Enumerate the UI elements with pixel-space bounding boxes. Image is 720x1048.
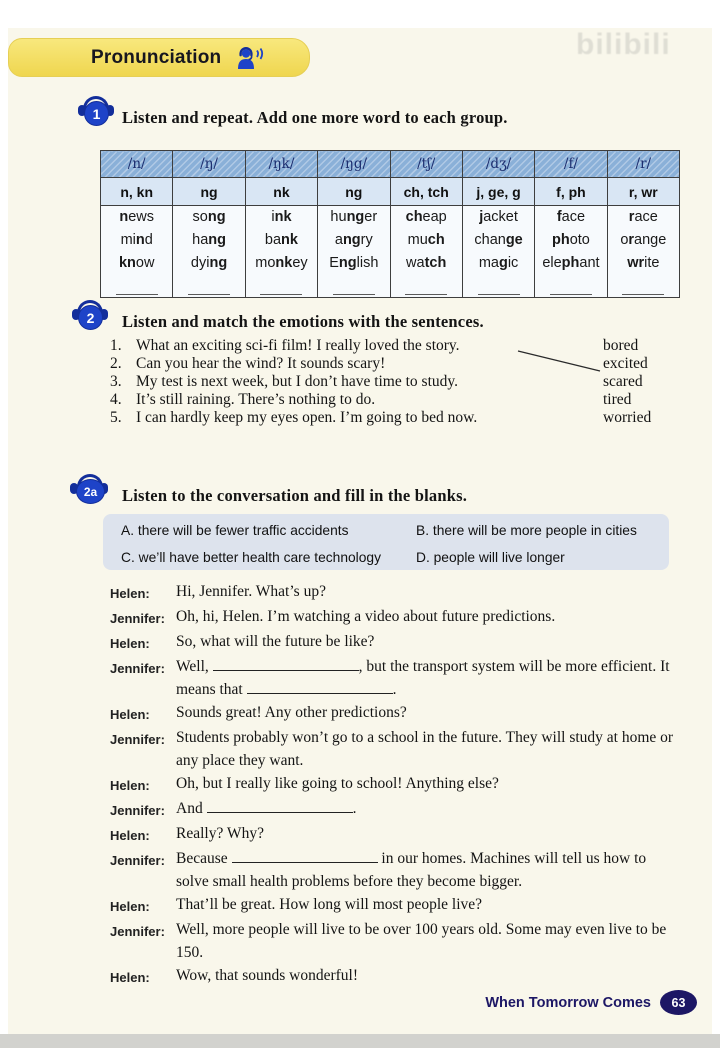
dialogue-text-segment: That’ll be great. How long will most people live? <box>176 896 483 913</box>
word-segment: mi <box>120 232 136 248</box>
word <box>173 252 244 275</box>
sentence-number: 4. <box>110 391 122 408</box>
dialogue-line <box>110 701 682 726</box>
speaker-label: Helen: <box>110 586 150 601</box>
sentence-number: 1. <box>110 337 122 354</box>
dialogue-text <box>176 822 678 847</box>
word-segment: hu <box>330 209 347 225</box>
sentence-text: It’s still raining. There’s nothing to do. <box>136 391 376 408</box>
word-segment: f <box>556 209 562 225</box>
sentence-text: Can you hear the wind? It sounds scary! <box>136 355 386 372</box>
dialogue-line <box>110 847 682 893</box>
answer-option: C. we’ll have better health care technology <box>121 550 381 565</box>
word <box>391 229 462 252</box>
dialogue-line <box>110 655 682 701</box>
word <box>535 252 606 275</box>
word <box>101 229 172 252</box>
dialogue-text-segment: Students probably won’t go to a school in the future. They will study at home or any place they want. <box>176 729 674 769</box>
page-number-badge: 63 <box>660 990 697 1015</box>
sentence-item <box>110 409 590 427</box>
dialogue-text-segment: Really? Why? <box>176 825 264 842</box>
word-group-cell <box>318 206 390 298</box>
sentence-number: 2. <box>110 355 122 372</box>
word-segment: mo <box>255 255 276 271</box>
dialogue-text-segment: And <box>176 800 207 817</box>
bilibili-watermark: bilibili <box>576 28 671 61</box>
exercise-number-badge: 2 <box>78 305 103 330</box>
answer-blank-line[interactable] <box>116 284 158 295</box>
word-segment: kn <box>118 255 136 271</box>
phoneme-header: /tʃ/ <box>390 151 462 178</box>
dialogue-text-segment: . <box>352 800 357 817</box>
dialogue-text-segment: . <box>392 681 397 698</box>
dialogue-text-segment: Sounds great! Any other predictions? <box>176 704 407 721</box>
speaker-label: Jennifer: <box>110 853 165 868</box>
word-segment: r <box>628 232 635 248</box>
speaker-label: Helen: <box>110 970 150 985</box>
exercise-number-badge: 2a <box>76 479 105 504</box>
speaker-label: Jennifer: <box>110 803 165 818</box>
phoneme-header: /n/ <box>101 151 173 178</box>
word <box>535 206 606 229</box>
sentence-number: 5. <box>110 409 122 426</box>
word-segment: nk <box>275 255 293 271</box>
word-segment: ite <box>644 255 660 271</box>
dialogue-line <box>110 580 682 605</box>
exercise2-audio-icon <box>72 300 110 332</box>
word-segment: acket <box>483 209 518 225</box>
dialogue-text <box>176 772 678 797</box>
word-segment: ph <box>561 255 580 271</box>
speaker-label: Helen: <box>110 778 150 793</box>
textbook-page <box>8 28 712 1034</box>
answer-blank-line[interactable] <box>333 284 375 295</box>
dialogue-block <box>110 580 682 989</box>
exercise-number-badge: 1 <box>84 101 109 126</box>
word-segment: d <box>144 232 153 248</box>
word-segment: ng <box>346 209 365 225</box>
word-segment: ng <box>209 255 228 271</box>
word-group-cell <box>101 206 173 298</box>
word <box>173 206 244 229</box>
dialogue-line <box>110 797 682 822</box>
word-segment: so <box>192 209 208 225</box>
dialogue-text <box>176 630 678 655</box>
dialogue-text <box>176 964 678 989</box>
word-segment: eap <box>422 209 447 225</box>
word-segment: n <box>119 209 129 225</box>
word-segment: er <box>364 209 378 225</box>
phoneme-header: /ŋg/ <box>318 151 390 178</box>
word-segment: a <box>334 232 343 248</box>
word-segment: ant <box>579 255 600 271</box>
word-segment: oto <box>569 232 590 248</box>
pronunciation-banner <box>8 38 310 77</box>
word-segment: nk <box>274 209 292 225</box>
word-segment: ey <box>292 255 308 271</box>
word-segment: ph <box>551 232 570 248</box>
dialogue-text-segment: Oh, hi, Helen. I’m watching a video about future predictions. <box>176 608 556 625</box>
dialogue-line <box>110 772 682 797</box>
page-footer <box>485 990 697 1015</box>
speaker-label: Jennifer: <box>110 732 165 747</box>
word <box>246 252 317 275</box>
answer-blank-line[interactable] <box>405 284 447 295</box>
fill-in-blank[interactable] <box>207 799 353 813</box>
dialogue-line <box>110 605 682 630</box>
spelling-header: f, ph <box>535 178 607 206</box>
word-segment: ch <box>427 232 445 248</box>
answer-option: B. there will be more people in cities <box>416 523 637 538</box>
word-segment: chan <box>474 232 506 248</box>
word <box>608 206 679 229</box>
match-line <box>508 343 618 383</box>
phoneme-header: /r/ <box>607 151 679 178</box>
sentence-item <box>110 391 590 409</box>
spelling-header: ng <box>173 178 245 206</box>
word <box>246 229 317 252</box>
word-segment: ic <box>507 255 519 271</box>
dialogue-line <box>110 726 682 772</box>
word-segment: ch <box>405 209 423 225</box>
word-segment: lish <box>356 255 379 271</box>
spelling-header: j, ge, g <box>462 178 534 206</box>
dialogue-text <box>176 580 678 605</box>
word <box>101 252 172 275</box>
dialogue-text-segment: Because <box>176 850 232 867</box>
dialogue-text-segment: Well, <box>176 658 213 675</box>
sentence-text: My test is next week, but I don’t have time to study. <box>136 373 459 390</box>
dialogue-line <box>110 893 682 918</box>
speaker-headset-icon <box>235 46 265 70</box>
speaker-label: Helen: <box>110 828 150 843</box>
word <box>318 206 389 229</box>
dialogue-line <box>110 964 682 989</box>
word <box>535 229 606 252</box>
speaker-label: Helen: <box>110 899 150 914</box>
word-segment: ng <box>338 255 357 271</box>
word-segment: ha <box>192 232 209 248</box>
dialogue-line <box>110 822 682 847</box>
word-segment: r <box>628 209 635 225</box>
word <box>318 229 389 252</box>
dialogue-text <box>176 893 678 918</box>
emotion-option[interactable]: worried <box>603 409 652 426</box>
word <box>318 252 389 275</box>
dialogue-text <box>176 847 678 893</box>
answer-blank-line[interactable] <box>478 284 520 295</box>
word-segment: dyi <box>190 255 210 271</box>
dialogue-text <box>176 655 678 701</box>
answer-blank-line[interactable] <box>550 284 592 295</box>
word-group-cell <box>462 206 534 298</box>
dialogue-text <box>176 701 678 726</box>
section-title: Pronunciation <box>91 46 222 68</box>
speaker-label: Jennifer: <box>110 924 165 939</box>
exercise2a-instruction: Listen to the conversation and fill in the blanks. <box>122 486 468 505</box>
word <box>608 252 679 275</box>
word-segment: ng <box>342 232 361 248</box>
emotion-option[interactable]: scared <box>603 373 643 390</box>
phoneme-header-row <box>101 151 680 178</box>
word-segment: ange <box>634 232 667 248</box>
word <box>608 229 679 252</box>
dialogue-text-segment: in our homes. Machines will tell us how to solve small health problems before they become bigger. <box>176 850 647 890</box>
word <box>391 252 462 275</box>
word-segment: o <box>620 232 629 248</box>
word <box>463 229 534 252</box>
speaker-label: Helen: <box>110 636 150 651</box>
exercise2a-audio-icon <box>70 474 108 506</box>
word <box>391 206 462 229</box>
word <box>463 206 534 229</box>
pronunciation-table <box>100 150 680 298</box>
speaker-label: Jennifer: <box>110 611 165 626</box>
exercise1-instruction: Listen and repeat. Add one more word to each group. <box>122 108 508 127</box>
word-segment: ng <box>208 232 226 248</box>
unit-title: When Tomorrow Comes <box>485 994 651 1011</box>
word-segment: ng <box>207 209 226 225</box>
dialogue-text-segment: , but the transport system will be more efficient. It means that <box>176 658 670 698</box>
word-segment: i <box>271 209 275 225</box>
word-segment: n <box>135 232 145 248</box>
word-segment: ace <box>634 209 658 225</box>
exercise2-instruction: Listen and match the emotions with the sentences. <box>122 312 484 331</box>
speaker-label: Jennifer: <box>110 661 165 676</box>
emotion-option[interactable]: excited <box>603 355 648 372</box>
word-segment: mu <box>407 232 428 248</box>
word-segment: ace <box>561 209 586 225</box>
phoneme-header: /dʒ/ <box>462 151 534 178</box>
dialogue-text <box>176 726 678 772</box>
dialogue-text-segment: So, what will the future be like? <box>176 633 375 650</box>
word-segment: ow <box>135 255 155 271</box>
answer-options-box <box>103 514 669 570</box>
word-segment: nk <box>281 232 298 248</box>
word <box>173 229 244 252</box>
word-group-cell <box>245 206 317 298</box>
word-segment: j <box>479 209 484 225</box>
fill-in-blank[interactable] <box>213 657 359 671</box>
spelling-header: ng <box>318 178 390 206</box>
word-segment: ele <box>542 255 562 271</box>
dialogue-line <box>110 630 682 655</box>
word-groups-row <box>101 206 680 298</box>
word-group-cell <box>173 206 245 298</box>
phoneme-header: /f/ <box>535 151 607 178</box>
word-segment: tch <box>424 255 447 271</box>
answer-blank-line[interactable] <box>622 284 664 295</box>
word-segment: ma <box>478 255 499 271</box>
word-group-cell <box>607 206 679 298</box>
word <box>246 206 317 229</box>
emotion-option[interactable]: tired <box>603 391 632 408</box>
answer-blank-line[interactable] <box>188 284 230 295</box>
sentence-text: What an exciting sci-fi film! I really loved the story. <box>136 337 460 354</box>
word-segment: ry <box>360 232 373 248</box>
word-segment: g <box>498 255 508 271</box>
word-segment: E <box>329 255 339 271</box>
exercise1-audio-icon <box>78 96 116 128</box>
dialogue-line <box>110 918 682 964</box>
spelling-header: r, wr <box>607 178 679 206</box>
answer-option: D. people will live longer <box>416 550 565 565</box>
word-segment: ge <box>505 232 523 248</box>
word-segment: wr <box>627 255 645 271</box>
spelling-header: ch, tch <box>390 178 462 206</box>
word-segment: ews <box>128 209 155 225</box>
dialogue-text <box>176 605 678 630</box>
fill-in-blank[interactable] <box>232 849 378 863</box>
answer-blank-line[interactable] <box>260 284 302 295</box>
scan-edge-strip <box>0 1034 720 1048</box>
spelling-header: n, kn <box>101 178 173 206</box>
word-segment: ba <box>264 232 282 248</box>
dialogue-text-segment: Hi, Jennifer. What’s up? <box>176 583 326 600</box>
fill-in-blank[interactable] <box>247 680 393 694</box>
word <box>463 252 534 275</box>
speaker-label: Helen: <box>110 707 150 722</box>
sentence-number: 3. <box>110 373 122 390</box>
word-segment: wa <box>406 255 425 271</box>
word-group-cell <box>390 206 462 298</box>
sentence-text: I can hardly keep my eyes open. I’m going to bed now. <box>136 409 478 426</box>
spelling-header-row <box>101 178 680 206</box>
dialogue-text-segment: Well, more people will live to be over 100 years old. Some may even live to be 150. <box>176 921 667 961</box>
answer-option: A. there will be fewer traffic accidents <box>121 523 349 538</box>
dialogue-text <box>176 918 678 964</box>
emotion-option[interactable]: bored <box>603 337 639 354</box>
word-group-cell <box>535 206 607 298</box>
phoneme-header: /ŋ/ <box>173 151 245 178</box>
word <box>101 206 172 229</box>
dialogue-text-segment: Oh, but I really like going to school! Anything else? <box>176 775 499 792</box>
phoneme-header: /ŋk/ <box>245 151 317 178</box>
spelling-header: nk <box>245 178 317 206</box>
dialogue-text <box>176 797 678 822</box>
dialogue-text-segment: Wow, that sounds wonderful! <box>176 967 358 984</box>
